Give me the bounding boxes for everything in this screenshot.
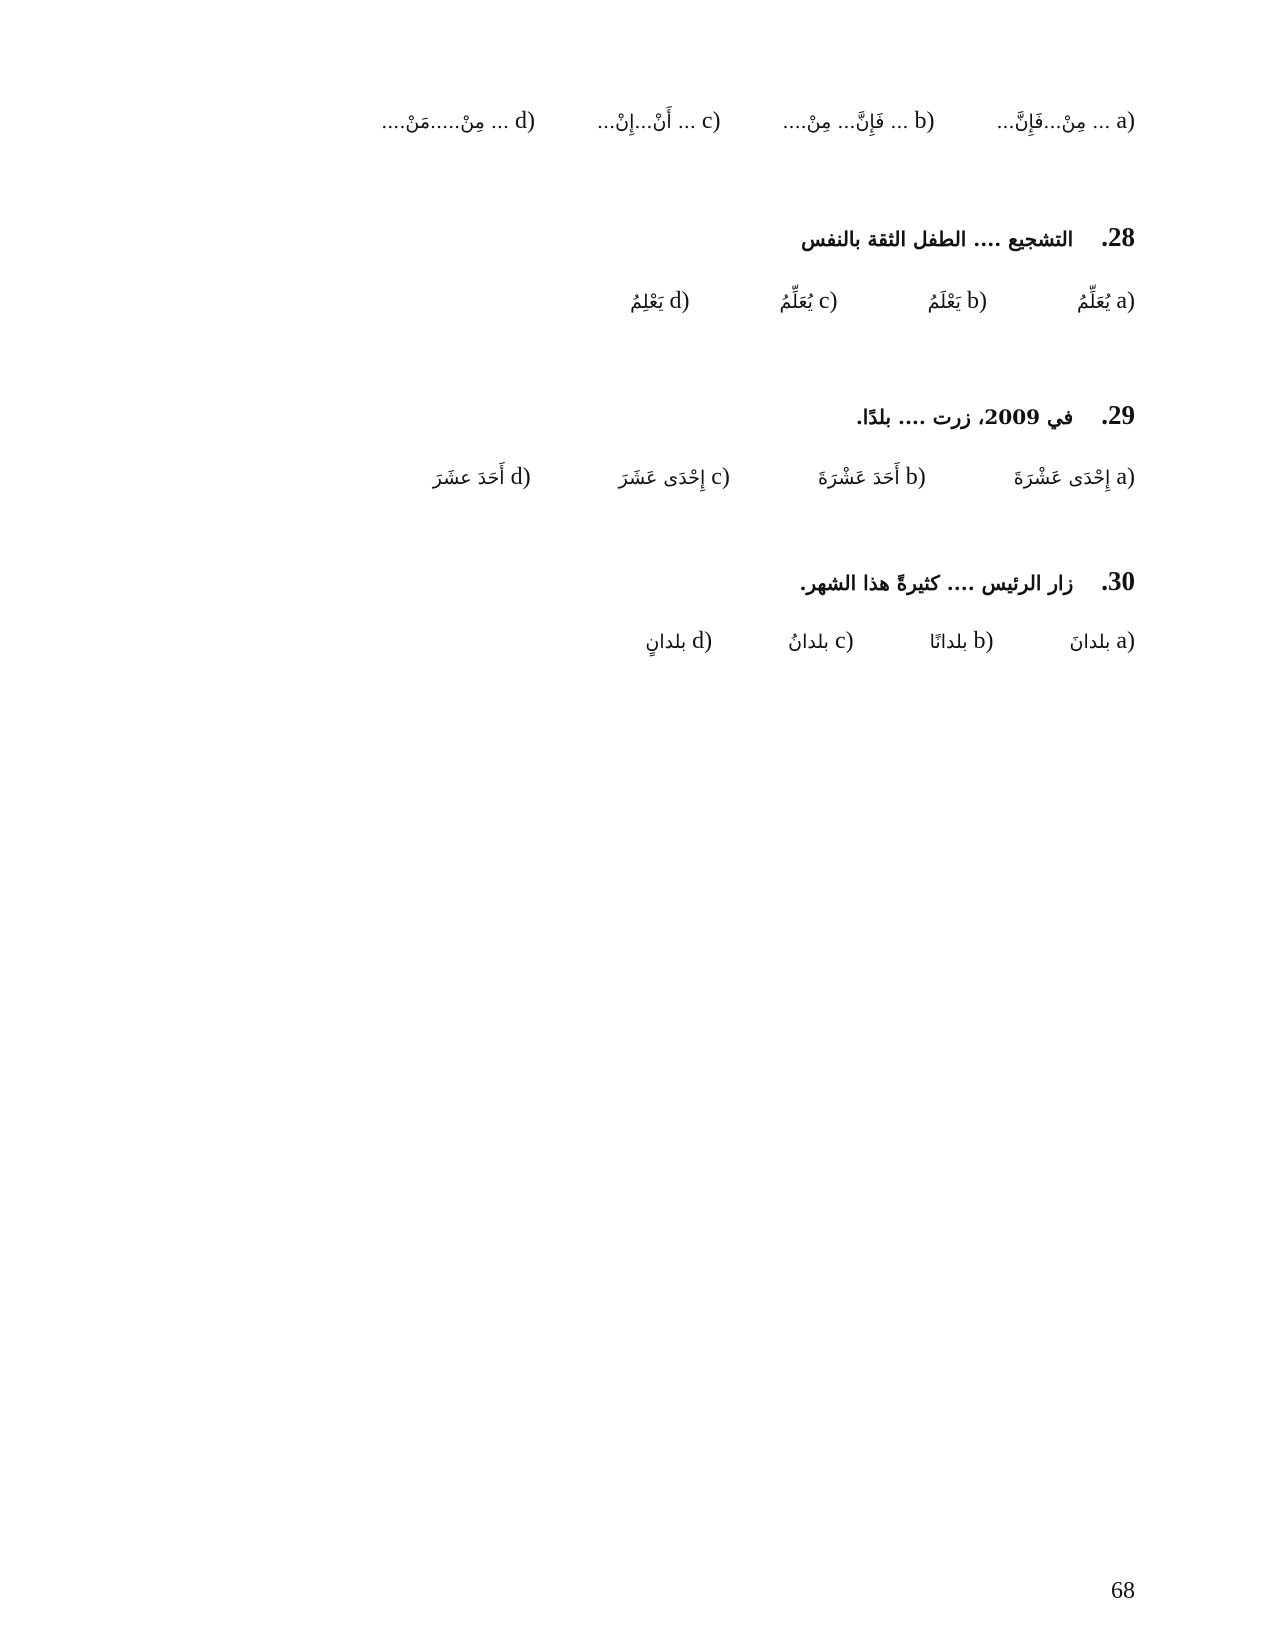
option-text: يَعْلِمُ xyxy=(630,291,664,313)
option-text: بلدانٍ xyxy=(645,631,687,653)
option-text: ... مِنْ.....مَنْ.... xyxy=(381,111,509,133)
option-letter: b) xyxy=(914,108,935,134)
option-letter: b) xyxy=(905,464,926,490)
option-letter: b) xyxy=(966,288,987,314)
option-c xyxy=(619,464,730,491)
option-d xyxy=(381,108,535,135)
option-letter: b) xyxy=(973,628,994,654)
option-b xyxy=(930,628,994,655)
option-letter: d) xyxy=(515,108,535,134)
option-text: بلدانًا xyxy=(929,631,968,653)
option-a xyxy=(1077,288,1135,315)
option-text: ... مِنْ...فَإِنَّ... xyxy=(996,111,1111,133)
prev-question-options xyxy=(381,108,1135,135)
question-30 xyxy=(800,566,1136,597)
option-letter: a) xyxy=(1116,464,1135,490)
option-a xyxy=(1070,628,1135,655)
page-number: 68 xyxy=(1111,1578,1135,1604)
option-text: يُعَلِّمُ xyxy=(1076,291,1111,313)
option-letter: a) xyxy=(1116,628,1135,654)
option-text: إِحْدَى عَشْرَةَ xyxy=(1013,467,1111,489)
question-text: زار الرئيس .... كثيرةً هذا الشهر. xyxy=(799,571,1074,595)
question-29 xyxy=(856,400,1135,431)
option-letter: d) xyxy=(692,628,713,654)
option-d xyxy=(433,464,531,491)
question-29-options xyxy=(433,464,1135,491)
option-d xyxy=(645,628,712,655)
question-30-options xyxy=(645,628,1135,655)
option-letter: a) xyxy=(1116,108,1135,134)
option-b xyxy=(818,464,926,491)
option-c xyxy=(597,108,721,135)
question-28 xyxy=(801,222,1135,253)
option-letter: d) xyxy=(669,288,690,314)
option-b xyxy=(783,108,935,135)
option-c xyxy=(788,628,853,655)
option-text: ... فَإِنَّ... مِنْ.... xyxy=(782,111,909,133)
option-text: يُعَلِّمُ xyxy=(779,291,813,313)
option-letter: d) xyxy=(510,464,531,490)
option-letter: a) xyxy=(1116,288,1135,314)
option-letter: c) xyxy=(711,464,730,490)
question-number: .30 xyxy=(1101,566,1135,596)
option-letter: c) xyxy=(701,108,721,134)
option-text: أَحَدَ عشَرَ xyxy=(432,467,505,489)
option-text: أَحَدَ عَشْرَةَ xyxy=(817,467,900,489)
option-a xyxy=(1014,464,1135,491)
question-number: .29 xyxy=(1101,400,1135,430)
option-letter: c) xyxy=(834,628,854,654)
option-c xyxy=(780,288,838,315)
option-a xyxy=(996,108,1135,135)
question-text: التشجيع .... الطفل الثقة بالنفس xyxy=(801,227,1074,251)
option-d xyxy=(630,288,689,315)
option-text: يَعْلَمُ xyxy=(927,291,961,313)
option-text: إِحْدَى عَشَرَ xyxy=(618,467,706,489)
question-number: .28 xyxy=(1101,222,1135,252)
question-text: في 2009، زرت .... بلدًا. xyxy=(855,405,1074,429)
question-28-options xyxy=(630,288,1135,315)
option-text: ... أَنْ...إِنْ... xyxy=(597,111,696,133)
option-text: بلدانَ xyxy=(1069,631,1111,653)
option-b xyxy=(928,288,987,315)
option-text: بلدانُ xyxy=(788,631,829,653)
option-letter: c) xyxy=(818,288,838,314)
